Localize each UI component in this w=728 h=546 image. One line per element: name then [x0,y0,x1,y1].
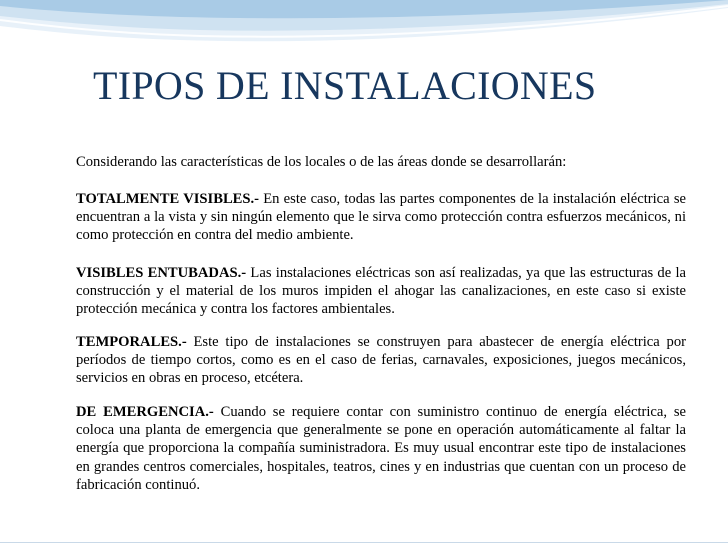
bullet-term: VISIBLES ENTUBADAS.- [76,265,247,281]
bullet-paragraph [76,403,686,494]
slide-title: TIPOS DE INSTALACIONES [93,63,597,108]
bullet-term: DE EMERGENCIA.- [76,404,214,420]
bullet-description: Cuando se requiere contar con suministro continuo de energía eléctrica, se coloca una planta de emergencia que generalmente se pone en operación automáticamente al faltar la energía que proporciona la compañía suministradora. Es muy usual encontrar este tipo de instalaciones en grandes centros comerciales, hospitales, teatros, cines y en industrias que cuentan con un proceso de fabricación continuó. [76,404,686,493]
intro-text: Considerando las características de los locales o de las áreas donde se desarrollarán: [76,154,567,170]
bullet-paragraph [76,190,686,245]
bullet-term: TOTALMENTE VISIBLES.- [76,191,260,207]
bullet-description: En este caso, todas las partes componentes de la instalación eléctrica se encuentran a la vista y sin ningún elemento que le sirva como protección contra esfuerzos mecánicos, ni como protección en contra del medio ambiente. [76,191,686,244]
bullet-paragraph [76,264,686,319]
bullet-description: Las instalaciones eléctricas son así realizadas, ya que las estructuras de la construcción y el material de los muros impiden el ahogar las canalizaciones, en este caso si existe protección mecánica y contra los factores ambientales. [76,265,686,318]
header-wave-decoration [0,0,728,60]
bullet-description: Este tipo de instalaciones se construyen para abastecer de energía eléctrica por períodos de tiempo cortos, como es en el caso de ferias, carnavales, exposiciones, juegos mecánicos, servicios en obras en proceso, etcétera. [76,334,686,387]
bottom-divider [0,542,728,543]
bullet-term: TEMPORALES.- [76,334,187,350]
bullet-paragraph [76,333,686,388]
